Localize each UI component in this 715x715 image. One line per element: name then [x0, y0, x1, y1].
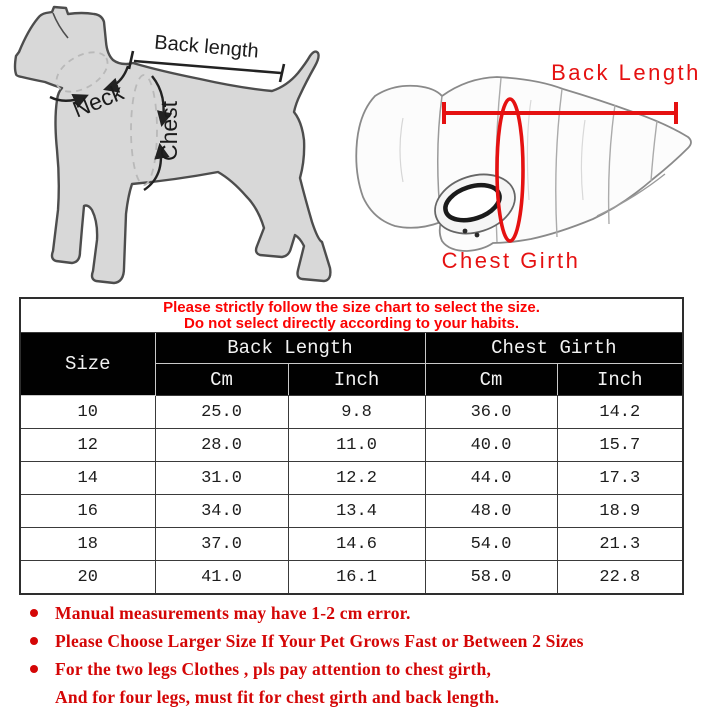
table-cell: 58.0: [425, 561, 557, 595]
back-length-column-header: Back Length: [155, 333, 425, 364]
note-line: [30, 655, 700, 683]
table-row: [20, 429, 683, 462]
dog-neck-label: Neck: [68, 78, 128, 123]
table-cell: 12.2: [288, 462, 425, 495]
back-cm-header: Cm: [155, 364, 288, 396]
table-cell: 25.0: [155, 396, 288, 429]
size-column-header: Size: [20, 333, 155, 396]
note-line-continuation: [30, 683, 700, 711]
bullet-icon: [30, 609, 38, 617]
bullet-icon: [30, 665, 38, 673]
table-cell: 9.8: [288, 396, 425, 429]
size-chart-table: [19, 297, 684, 595]
table-cell: 13.4: [288, 495, 425, 528]
notes-section: [30, 599, 700, 711]
table-cell: 12: [20, 429, 155, 462]
table-cell: 41.0: [155, 561, 288, 595]
note-text: And for four legs, must fit for chest girth and back length.: [55, 686, 500, 707]
snap-dot-2: [475, 233, 480, 238]
notice-row: [20, 298, 683, 333]
chest-inch-header: Inch: [557, 364, 683, 396]
table-cell: 21.3: [557, 528, 683, 561]
table-row: [20, 528, 683, 561]
jacket-back-length-label: Back Length: [551, 60, 701, 85]
note-text: Please Choose Larger Size If Your Pet Grows Fast or Between 2 Sizes: [55, 630, 584, 651]
table-cell: 16.1: [288, 561, 425, 595]
table-cell: 14.6: [288, 528, 425, 561]
notice-cell: [20, 298, 683, 333]
table-cell: 16: [20, 495, 155, 528]
table-cell: 18.9: [557, 495, 683, 528]
table-cell: 14: [20, 462, 155, 495]
table-row: [20, 396, 683, 429]
bullet-icon: [30, 637, 38, 645]
note-line: [30, 599, 700, 627]
dog-back-length-label: Back length: [153, 31, 260, 63]
note-line: [30, 627, 700, 655]
table-cell: 17.3: [557, 462, 683, 495]
notice-line-2: Do not select directly according to your habits.: [184, 314, 520, 332]
back-inch-header: Inch: [288, 364, 425, 396]
table-cell: 34.0: [155, 495, 288, 528]
dog-measurement-diagram: [0, 0, 350, 295]
table-cell: 44.0: [425, 462, 557, 495]
table-cell: 28.0: [155, 429, 288, 462]
table-cell: 31.0: [155, 462, 288, 495]
table-cell: 18: [20, 528, 155, 561]
table-cell: 37.0: [155, 528, 288, 561]
table-cell: 20: [20, 561, 155, 595]
header-row-groups: [20, 333, 683, 364]
table-cell: 22.8: [557, 561, 683, 595]
table-row: [20, 462, 683, 495]
jacket-measurement-diagram: [345, 0, 715, 295]
table-cell: 11.0: [288, 429, 425, 462]
chest-girth-column-header: Chest Girth: [425, 333, 683, 364]
chest-cm-header: Cm: [425, 364, 557, 396]
table-cell: 54.0: [425, 528, 557, 561]
table-cell: 40.0: [425, 429, 557, 462]
note-text: Manual measurements may have 1-2 cm error.: [55, 602, 411, 623]
snap-dot-1: [463, 229, 468, 234]
table-cell: 36.0: [425, 396, 557, 429]
table-row: [20, 495, 683, 528]
table-row: [20, 561, 683, 595]
dog-chest-label: Chest: [156, 100, 182, 162]
table-cell: 15.7: [557, 429, 683, 462]
table-cell: 14.2: [557, 396, 683, 429]
table-cell: 48.0: [425, 495, 557, 528]
notice-line-1: Please strictly follow the size chart to select the size.: [163, 298, 540, 316]
jacket-chest-girth-label: Chest Girth: [441, 248, 581, 273]
table-cell: 10: [20, 396, 155, 429]
note-text: For the two legs Clothes , pls pay attention to chest girth,: [55, 658, 492, 679]
